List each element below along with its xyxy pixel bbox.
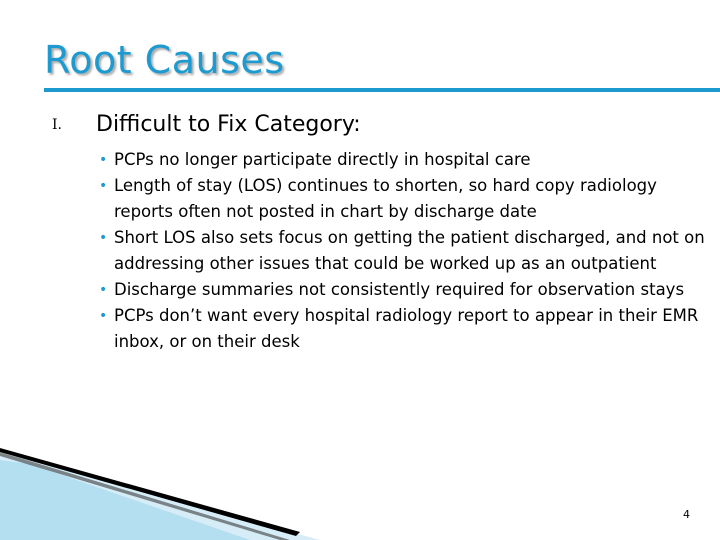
title-underline (44, 88, 720, 92)
bullet-icon: • (99, 230, 108, 246)
slide-title: Root Causes (44, 38, 285, 82)
bullet-icon: • (99, 308, 108, 324)
list-marker: I. (52, 117, 62, 133)
bullet-icon: • (99, 178, 108, 194)
bullet-list (99, 147, 714, 355)
bullet-icon: • (99, 152, 108, 168)
bullet-text: Discharge summaries not consistently required for observation stays (114, 280, 685, 299)
list-item (99, 303, 714, 355)
list-item (99, 225, 714, 277)
list-item (99, 147, 714, 173)
bullet-text: Short LOS also sets focus on getting the patient discharged, and not on addressing other issues that could be worked up as an outpatient (114, 228, 705, 273)
category-heading: Difficult to Fix Category: (96, 112, 361, 137)
bullet-text: PCPs don’t want every hospital radiology report to appear in their EMR inbox, or on their desk (114, 306, 699, 351)
decorative-swoosh (0, 440, 720, 540)
swoosh-fill-light (0, 460, 250, 540)
list-item (99, 277, 714, 303)
bullet-text: Length of stay (LOS) continues to shorten, so hard copy radiology reports often not posted in chart by discharge date (114, 176, 657, 221)
bullet-icon: • (99, 282, 108, 298)
bullet-text: PCPs no longer participate directly in hospital care (114, 150, 531, 169)
list-item (99, 173, 714, 225)
slide-number: 4 (683, 508, 690, 521)
